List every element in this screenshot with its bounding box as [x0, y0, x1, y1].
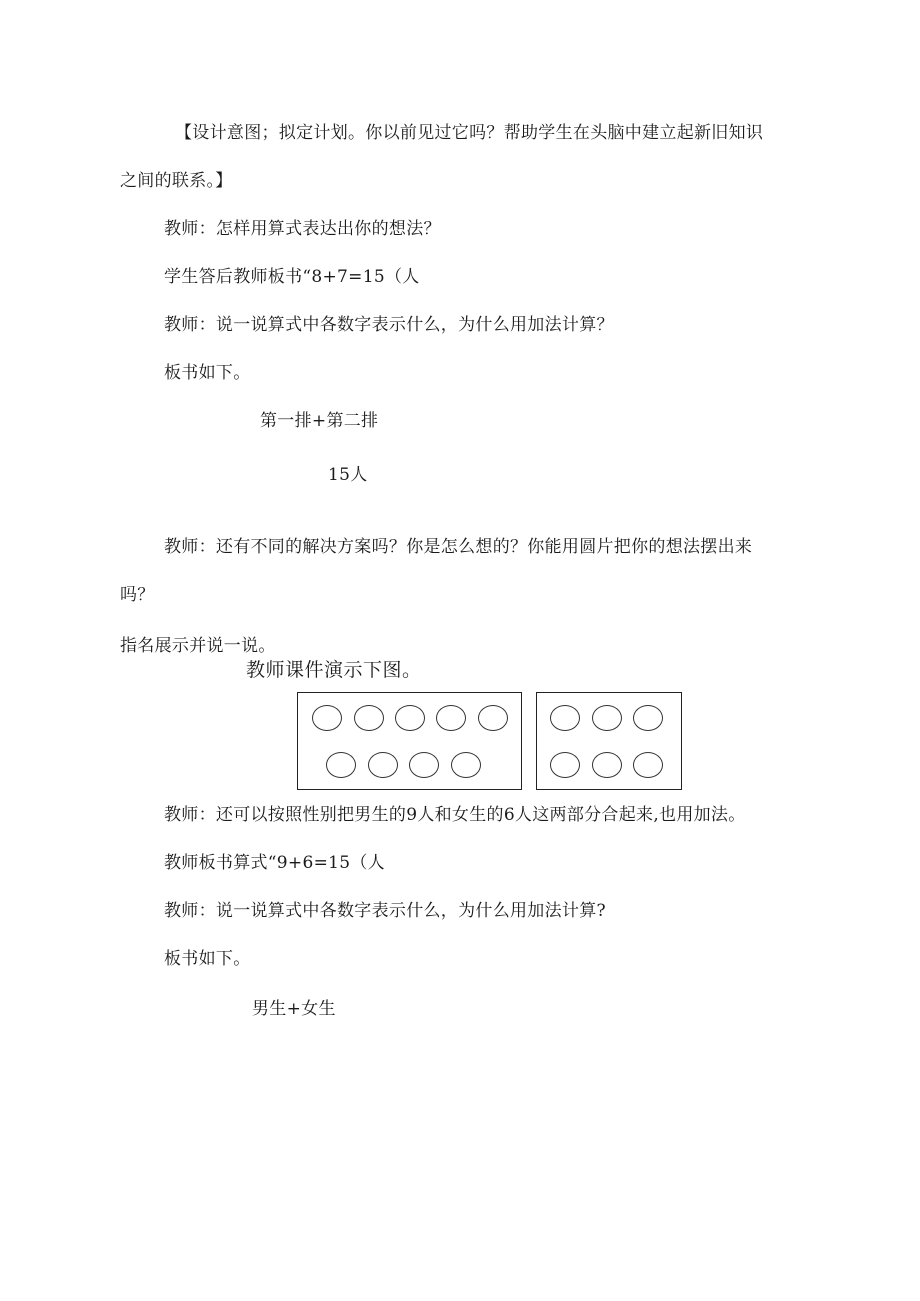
circle — [312, 705, 342, 731]
design-intent-line1: 【设计意图；拟定计划。你以前见过它吗？帮助学生在头脑中建立起新旧知识 — [175, 123, 764, 143]
circle — [451, 752, 481, 778]
circle — [395, 705, 425, 731]
teacher-question-3-line2: 吗？ — [120, 585, 155, 605]
name-show: 指名展示并说一说。 — [120, 636, 276, 656]
teacher-question-3-line1: 教师：还有不同的解决方案吗？你是怎么想的？你能用圆片把你的想法摆出来 — [164, 537, 753, 557]
circle — [550, 705, 580, 731]
formula1-top: 第一排+第二排 — [260, 411, 379, 431]
teacher-question-1: 教师：怎样用算式表达出你的想法？ — [164, 219, 441, 239]
board-as-follows-2: 板书如下。 — [164, 949, 251, 969]
circle — [550, 752, 580, 778]
circle — [592, 705, 622, 731]
circle — [633, 705, 663, 731]
left-group-box — [297, 692, 522, 790]
formula2-top: 男生+女生 — [252, 999, 336, 1019]
board-as-follows-1: 板书如下。 — [164, 363, 251, 383]
formula1-result: 15人 — [328, 465, 368, 485]
right-group-box — [536, 692, 682, 790]
circle — [409, 752, 439, 778]
circle — [354, 705, 384, 731]
courseware-caption: 教师课件演示下图。 — [246, 659, 422, 681]
circle — [478, 705, 508, 731]
circle — [326, 752, 356, 778]
circle — [592, 752, 622, 778]
design-intent-line2: 之间的联系。】 — [120, 171, 233, 191]
teacher-question-5: 教师：说一说算式中各数字表示什么，为什么用加法计算? — [164, 901, 606, 921]
board-note-1: 学生答后教师板书“8+7=15（人 — [164, 267, 420, 287]
teacher-question-2: 教师：说一说算式中各数字表示什么，为什么用加法计算？ — [164, 315, 614, 335]
circle — [436, 705, 466, 731]
circle — [368, 752, 398, 778]
circle — [633, 752, 663, 778]
board-note-2: 教师板书算式“9+6=15（人 — [164, 853, 385, 873]
teacher-note-4: 教师：还可以按照性别把男生的9人和女生的6人这两部分合起来,也用加法。 — [164, 805, 746, 825]
